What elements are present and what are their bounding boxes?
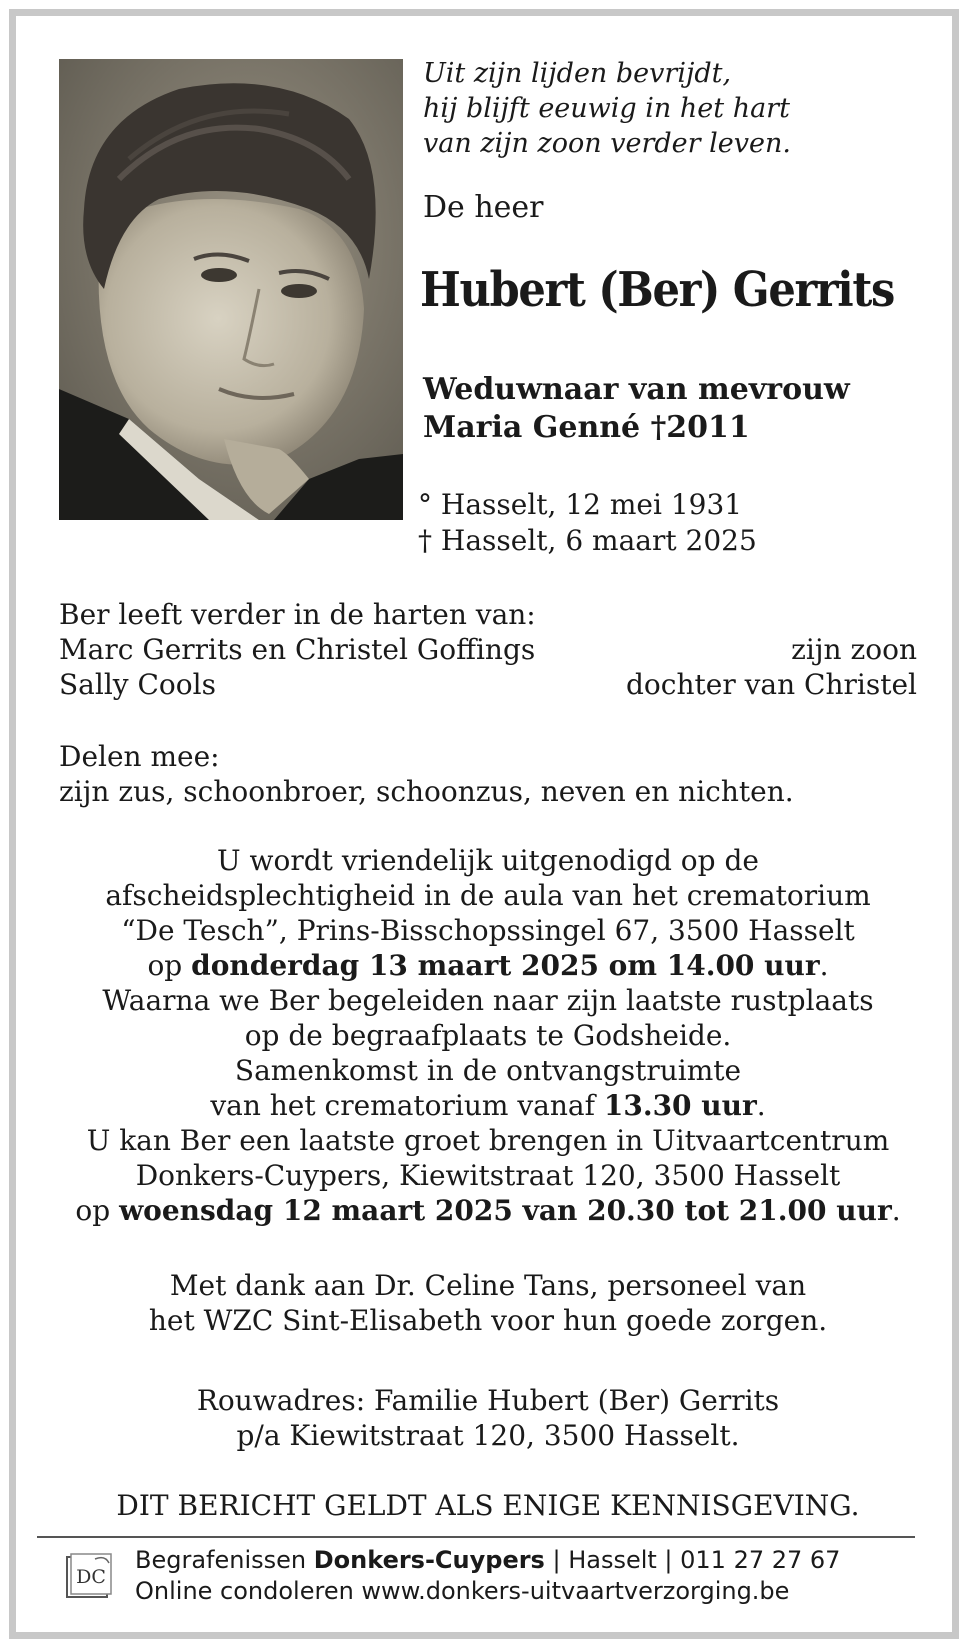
ceremony-invitation	[59, 843, 917, 1228]
invite-line: U kan Ber een laatste groet brengen in Uitvaartcentrum	[86, 1124, 890, 1157]
logo-initials: DC	[76, 1566, 106, 1588]
share-list: zijn zus, schoonbroer, schoonzus, neven en nichten.	[59, 775, 794, 808]
honorific: De heer	[423, 190, 544, 225]
invite-line: “De Tesch”, Prins-Bisschopssingel 67, 3500 Hasselt	[121, 914, 855, 947]
poem-line: Uit zijn lijden bevrijdt,	[423, 58, 732, 89]
memorial-poem	[423, 56, 791, 161]
address-line: Rouwadres: Familie Hubert (Ber) Gerrits	[196, 1384, 780, 1417]
spouse-line: Weduwnaar van mevrouw	[423, 372, 850, 407]
footer-divider	[37, 1536, 915, 1538]
invite-line: Waarna we Ber begeleiden naar zijn laatste rustplaats	[102, 984, 874, 1017]
address-line: p/a Kiewitstraat 120, 3500 Hasselt.	[236, 1419, 740, 1452]
survivor-name: Sally Cools	[59, 668, 216, 701]
poem-line: van zijn zoon verder leven.	[423, 128, 791, 159]
thanks-line: Met dank aan Dr. Celine Tans, personeel van	[169, 1269, 807, 1302]
funeral-home-logo	[65, 1553, 113, 1601]
spouse-info	[423, 371, 850, 447]
notice-statement: DIT BERICHT GELDT ALS ENIGE KENNISGEVING.	[116, 1489, 860, 1522]
share-intro: Delen mee:	[59, 740, 220, 773]
footer-website[interactable]: Online condoleren www.donkers-uitvaartverzorging.be	[135, 1577, 790, 1605]
birth-date: ° Hasselt, 12 mei 1931	[418, 488, 743, 521]
invite-line: van het crematorium vanaf 13.30 uur.	[210, 1089, 766, 1122]
invite-line: U wordt vriendelijk uitgenodigd op de	[217, 844, 759, 877]
invite-line: op donderdag 13 maart 2025 om 14.00 uur.	[147, 949, 829, 982]
survivor-row	[59, 632, 917, 667]
funeral-home-name: Donkers-Cuypers	[313, 1546, 545, 1574]
survivors-list	[59, 597, 917, 702]
survivor-relation: dochter van Christel	[626, 668, 917, 701]
invite-line: Donkers-Cuypers, Kiewitstraat 120, 3500 Hasselt	[135, 1159, 841, 1192]
gathering-time: 13.30 uur	[603, 1089, 757, 1122]
deceased-name: Hubert (Ber) Gerrits	[420, 262, 894, 318]
invite-line: op woensdag 12 maart 2025 van 20.30 tot 21.00 uur.	[75, 1194, 901, 1227]
visitation-datetime: woensdag 12 maart 2025 van 20.30 tot 21.00 uur	[119, 1194, 892, 1227]
invite-line: Samenkomst in de ontvangstruimte	[234, 1054, 742, 1087]
portrait-photo	[59, 59, 403, 520]
funeral-home-footer	[135, 1545, 840, 1607]
survivors-intro: Ber leeft verder in de harten van:	[59, 598, 536, 631]
mourning-address	[59, 1383, 917, 1453]
ceremony-datetime: donderdag 13 maart 2025 om 14.00 uur	[191, 949, 820, 982]
survivor-name: Marc Gerrits en Christel Goffings	[59, 633, 536, 666]
family-share	[59, 739, 917, 809]
footer-contact: Begrafenissen Donkers-Cuypers | Hasselt | 011 27 27 67	[135, 1546, 841, 1574]
poem-line: hij blijft eeuwig in het hart	[423, 93, 790, 124]
spouse-line: Maria Genné †2011	[423, 410, 750, 445]
invite-line: afscheidsplechtigheid in de aula van het crematorium	[105, 879, 871, 912]
survivor-relation: zijn zoon	[791, 633, 917, 666]
thanks-note	[59, 1268, 917, 1338]
thanks-line: het WZC Sint-Elisabeth voor hun goede zorgen.	[148, 1304, 828, 1337]
life-dates	[418, 487, 757, 559]
death-date: † Hasselt, 6 maart 2025	[418, 524, 757, 557]
survivor-row	[59, 667, 917, 702]
invite-line: op de begraafplaats te Godsheide.	[244, 1019, 732, 1052]
